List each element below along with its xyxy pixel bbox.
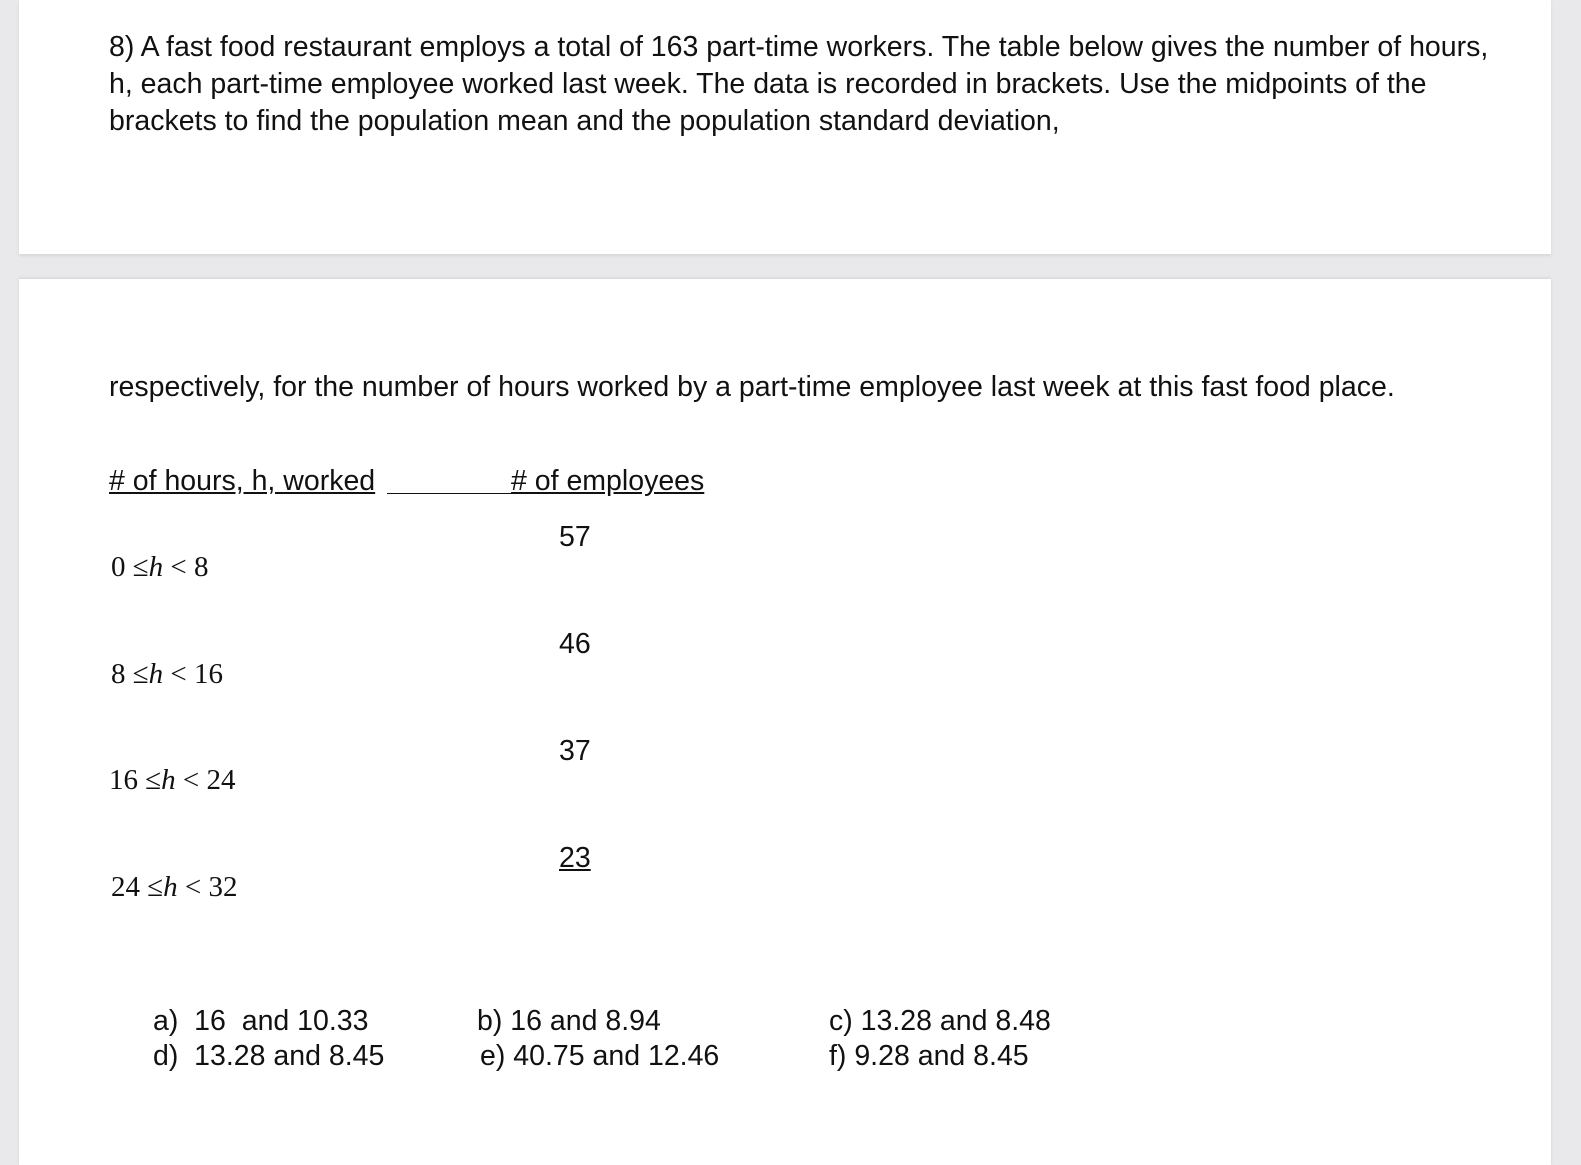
- question-text-continued: respectively, for the number of hours worked by a part-time employee last week at this fast food place.: [109, 371, 1395, 403]
- variable-h: h: [163, 871, 178, 903]
- header-underline-gap: [387, 493, 511, 494]
- bracket-upper: 8: [194, 551, 209, 583]
- bracket-lower: 24: [111, 871, 140, 903]
- table-header-employees: # of employees: [511, 465, 705, 497]
- le-symbol: ≤: [132, 551, 149, 583]
- option-b: b) 16 and 8.94: [477, 1005, 661, 1037]
- table-header-hours: # of hours, h, worked: [109, 465, 376, 497]
- variable-h: h: [161, 764, 176, 796]
- hours-bracket: [109, 763, 236, 797]
- option-c: c) 13.28 and 8.48: [829, 1005, 1051, 1037]
- bracket-lower: 16: [109, 764, 138, 796]
- employee-count: 57: [559, 521, 591, 553]
- document-page-2: [19, 279, 1551, 1165]
- variable-h: h: [148, 658, 164, 690]
- le-symbol: ≤: [132, 658, 149, 690]
- hours-bracket: [111, 550, 209, 584]
- question-text: 8) A fast food restaurant employs a total of 163 part-time workers. The table below gives the number of hours, h, each part-time employee worked last week. The data is recorded in brackets. Use the midpoints of the brackets to find the population mean and the population standard deviation,: [109, 31, 1489, 137]
- bracket-upper: 24: [206, 764, 236, 796]
- option-e: e) 40.75 and 12.46: [480, 1040, 720, 1072]
- hours-bracket: [111, 657, 223, 691]
- bracket-lower: 8: [111, 658, 126, 690]
- le-symbol: ≤: [145, 764, 162, 796]
- bracket-lower: 0: [111, 551, 126, 583]
- lt-symbol: <: [170, 658, 187, 690]
- option-a: a) 16 and 10.33: [153, 1005, 369, 1037]
- option-f: f) 9.28 and 8.45: [829, 1040, 1029, 1072]
- bracket-upper: 16: [194, 658, 224, 690]
- employee-count: 37: [559, 735, 591, 767]
- document-page-1: [19, 0, 1551, 254]
- employee-count: 46: [559, 628, 591, 660]
- le-symbol: ≤: [147, 871, 164, 903]
- lt-symbol: <: [184, 871, 202, 903]
- variable-h: h: [148, 551, 164, 583]
- bracket-upper: 32: [208, 871, 238, 903]
- employee-count: 23: [559, 842, 591, 874]
- lt-symbol: <: [182, 764, 200, 796]
- option-d: d) 13.28 and 8.45: [153, 1040, 385, 1072]
- hours-bracket: [111, 870, 238, 904]
- lt-symbol: <: [170, 551, 187, 583]
